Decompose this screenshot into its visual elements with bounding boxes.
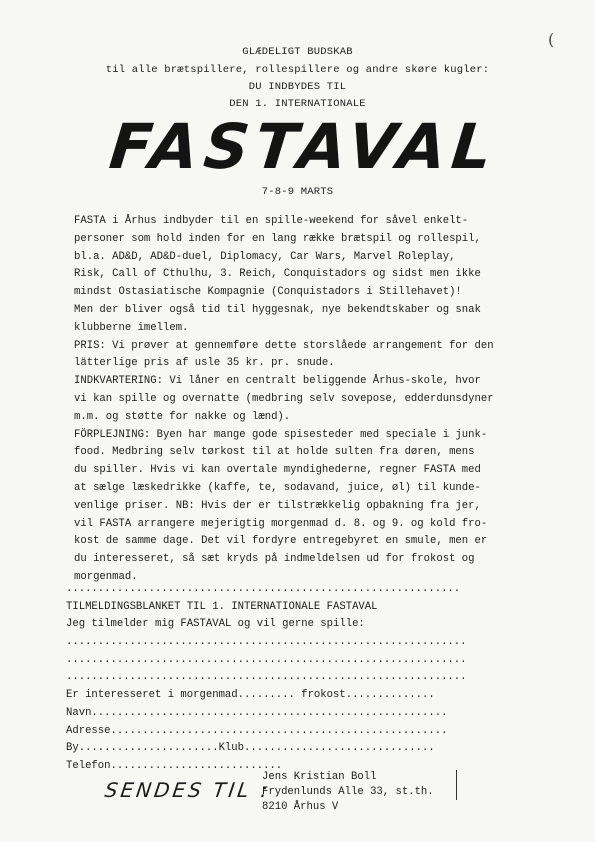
vertical-rule [456,770,457,800]
body-line: Risk, Call of Cthulhu, 3. Reich, Conquistadors og sidst men ikke [74,268,481,281]
body-line: FÖRPLEJNING: Byen har mange gode spisesteder med speciale i junk- [74,428,488,441]
invitation-body [74,213,554,587]
form-intro: Jeg tilmelder mig FASTAVAL og vil gerne spille: [66,618,365,631]
body-line: vi kan spille og overnatte (medbring selv sovepose, edderdunsdyner [74,392,494,405]
address-field[interactable]: Adresse..................................................... [66,724,448,737]
fastaval-logo: FASTAVAL [106,110,502,183]
city-club-field[interactable]: By......................Klub.............................. [66,742,435,755]
body-line: FASTA i Århus indbyder til en spille-weekend for såvel enkelt- [74,215,469,227]
body-line: mindst Ostasiatische Kompagnie (Conquistadors i Stillehavet)! [74,286,462,299]
address-line: Jens Kristian Boll [262,771,377,783]
meal-field[interactable]: Er interesseret i morgenmad......... frokost.............. [66,689,435,702]
body-line: du interesseret, så sæt kryds på indmeldelsen ud for frokost og [74,553,475,566]
form-separator: .............................................................. [66,583,461,595]
header-line-1: GLÆDELIGT BUDSKAB [242,46,353,58]
registration-form [66,581,556,776]
address-line: 8210 Århus V [262,801,339,813]
body-line: du spiller. Hvis vi kan overtale myndighederne, regner FASTA med [74,464,481,477]
margin-mark: ( [548,30,555,49]
body-line: at sælge læskedrikke (kaffe, te, sodavand, juice, øl) til kunde- [74,481,481,494]
send-to-label: SENDES TIL : [103,778,273,802]
body-line: Men der bliver også tid til hyggesnak, nye bekendtskaber og snak [74,303,481,316]
form-title: TILMELDINGSBLANKET TIL 1. INTERNATIONALE FASTAVAL [66,600,378,613]
phone-field[interactable]: Telefon........................... [66,759,283,772]
name-field[interactable]: Navn........................................................ [66,706,448,719]
body-line: m.m. og støtte for nakke og lænd). [74,410,291,423]
games-field-3[interactable]: ............................................................... [66,671,467,684]
body-line: vil FASTA arrangere mejerigtig morgenmad d. 8. og 9. og kold fro- [74,517,488,530]
body-line: bl.a. AD&D, AD&D-duel, Diplomacy, Car Wars, Marvel Roleplay, [74,250,456,263]
address-line: Frydenlunds Alle 33, st.th. [262,786,434,798]
body-line: food. Medbring selv tørkost til at holde sulten fra døren, mens [74,446,475,459]
event-dates: 7-8-9 MARTS [261,186,334,198]
body-line: kost de samme dage. Det vil fordyre entregebyret en smule, men er [74,535,488,548]
header-line-3: DU INDBYDES TIL [248,81,347,93]
body-line: personer som hold inden for en lang række brætspil og rollespil, [74,232,481,245]
games-field-2[interactable]: ............................................................... [66,653,467,666]
body-line: INDKVARTERING: Vi låner en centralt beliggende Århus-skole, hvor [74,375,481,388]
body-line: morgenmad. [74,570,138,583]
games-field-1[interactable]: ............................................................... [66,636,467,649]
header-line-2: til alle brætspillere, rollespillere og andre skøre kugler: [105,64,490,76]
header-line-4: DEN 1. INTERNATIONALE [229,98,366,110]
body-line: venlige priser. NB: Hvis der er tilstrækkelig opbakning fra jer, [74,499,481,512]
body-line: klubberne imellem. [74,321,189,334]
body-line: PRIS: Vi prøver at gennemføre dette storslåede arrangement for den [74,339,494,352]
send-address [262,770,434,815]
body-line: lätterlige pris af usle 35 kr. pr. snude. [74,357,335,370]
